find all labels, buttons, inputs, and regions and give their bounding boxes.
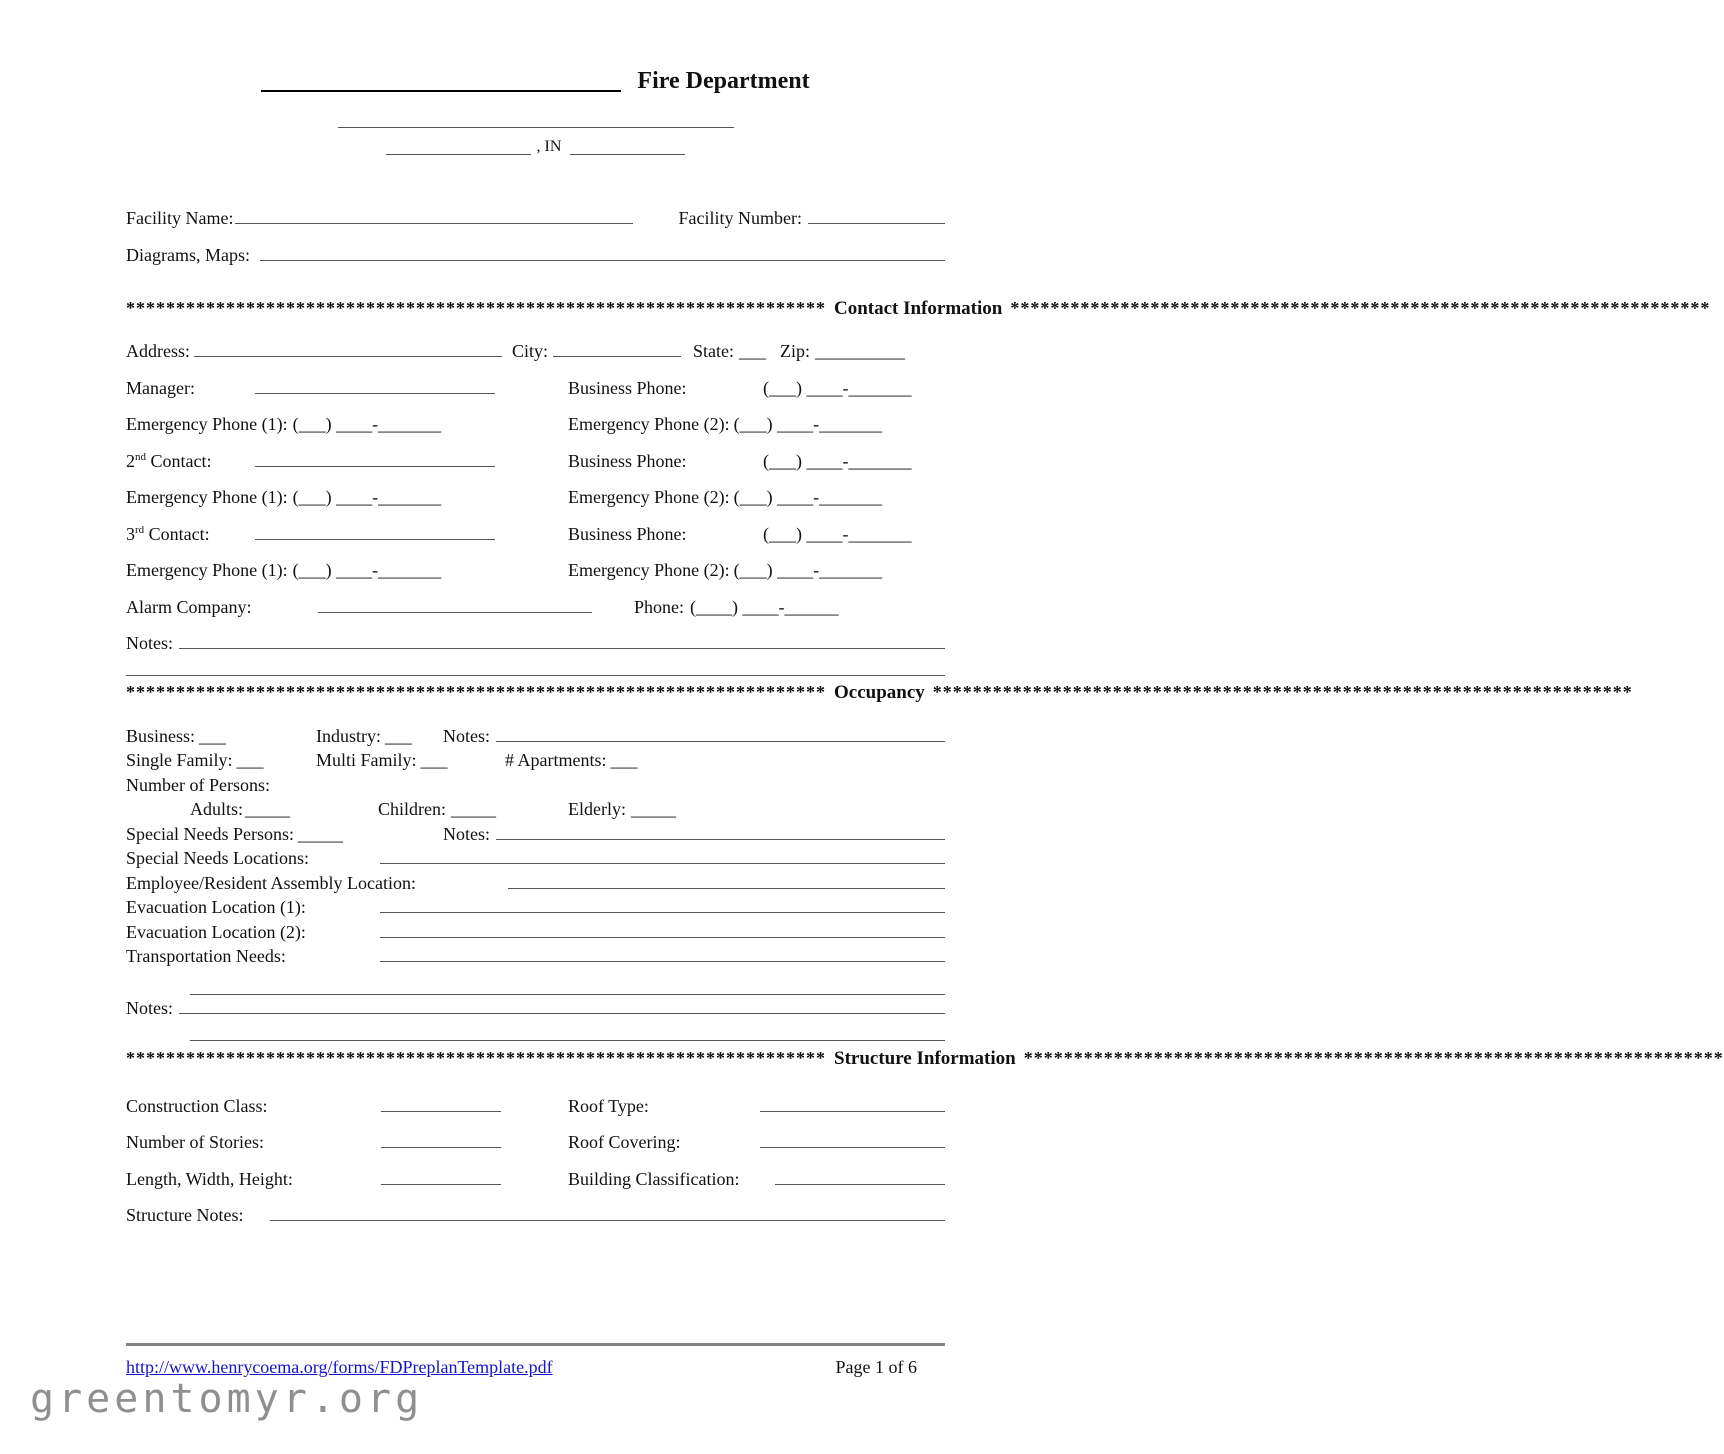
address-blank xyxy=(194,343,502,357)
emergency-phone-row-1 xyxy=(126,406,945,443)
alarm-company-blank xyxy=(318,599,592,613)
assembly-location-row xyxy=(126,871,945,896)
emergency-phone-row-3 xyxy=(126,552,945,589)
emergency-phone-1-blank: (___) ____-_______ xyxy=(292,560,442,580)
children-label: Children: xyxy=(378,799,446,819)
stars-left: ********************************************************************** xyxy=(126,298,826,318)
occupancy-notes-blank xyxy=(496,728,945,742)
business-industry-row xyxy=(126,724,945,749)
evacuation-location-1-row xyxy=(126,895,945,920)
special-needs-notes-label: Notes: xyxy=(443,823,490,844)
number-of-persons-label: Number of Persons: xyxy=(126,774,270,795)
stories-covering-row xyxy=(126,1124,945,1161)
occupancy-notes-line-below xyxy=(190,1040,945,1041)
construction-roof-row xyxy=(126,1088,945,1125)
business-label: Business: xyxy=(126,725,196,746)
facility-name-label: Facility Name: xyxy=(126,208,234,228)
industry-blank: ___ xyxy=(385,725,412,746)
city-label: City: xyxy=(512,341,549,361)
adults-blank: _____ xyxy=(245,799,291,819)
occupancy-notes-label: Notes: xyxy=(443,725,490,746)
city-name-blank xyxy=(386,141,531,155)
occupancy-notes2-blank xyxy=(179,1000,945,1014)
emergency-phone-1-label: Emergency Phone (1): xyxy=(126,414,288,434)
facility-number-label: Facility Number: xyxy=(678,208,802,228)
third-contact-blank xyxy=(255,526,495,540)
occupancy-section-header xyxy=(126,678,1633,707)
family-row xyxy=(126,748,945,773)
apartments-blank: ___ xyxy=(610,750,638,770)
emergency-phone-2-label: Emergency Phone (2): xyxy=(568,560,730,580)
number-of-stories-blank xyxy=(381,1134,501,1148)
second-contact-blank xyxy=(255,453,495,467)
evacuation-location-2-label: Evacuation Location (2): xyxy=(126,921,306,942)
emergency-phone-1-label: Emergency Phone (1): xyxy=(126,487,288,507)
elderly-label: Elderly: xyxy=(568,799,626,819)
facility-name-row xyxy=(126,200,945,237)
contact-notes-blank xyxy=(179,635,945,649)
structure-section-header xyxy=(126,1044,1724,1073)
page-number: Page 1 of 6 xyxy=(835,1357,917,1377)
structure-notes-blank xyxy=(270,1207,945,1221)
evacuation-location-1-blank xyxy=(380,899,945,913)
emergency-phone-row-2 xyxy=(126,479,945,516)
contact-notes-blank-2 xyxy=(126,662,945,676)
emergency-phone-1-blank: (___) ____-_______ xyxy=(292,414,442,434)
apartments-label: # Apartments: xyxy=(505,750,607,770)
elderly-blank: _____ xyxy=(630,799,676,819)
facility-number-blank xyxy=(808,210,945,224)
persons-detail-row xyxy=(126,797,945,822)
second-contact-label: 2nd Contact: xyxy=(126,450,212,471)
special-needs-locations-row xyxy=(126,846,945,871)
stars-left: ********************************************************************** xyxy=(126,1047,826,1068)
alarm-company-row xyxy=(126,589,945,626)
facility-name-blank xyxy=(235,210,633,224)
special-needs-locations-label: Special Needs Locations: xyxy=(126,848,309,868)
construction-class-blank xyxy=(381,1098,501,1112)
business-phone-blank: (___) ____-_______ xyxy=(763,450,912,471)
address-row xyxy=(126,333,945,370)
business-phone-blank: (___) ____-_______ xyxy=(763,377,912,398)
adults-label: Adults: xyxy=(190,799,244,819)
manager-row xyxy=(126,370,945,407)
business-phone-label: Business Phone: xyxy=(568,450,687,471)
stars-right: ********************************************************************** xyxy=(1023,1047,1724,1068)
state-label: State: xyxy=(693,341,735,361)
emergency-phone-1-label: Emergency Phone (1): xyxy=(126,560,288,580)
second-contact-ordinal: nd xyxy=(135,450,146,463)
emergency-phone-2-blank: (___) ____-_______ xyxy=(733,414,883,434)
contact-notes-row xyxy=(126,625,945,662)
children-blank: _____ xyxy=(451,799,496,819)
evacuation-location-1-label: Evacuation Location (1): xyxy=(126,897,306,917)
structure-notes-row xyxy=(126,1197,945,1234)
occupancy-section-title: Occupancy xyxy=(834,681,925,703)
alarm-company-label: Alarm Company: xyxy=(126,596,252,617)
single-family-blank: ___ xyxy=(236,750,264,770)
zip-label: Zip: xyxy=(780,341,811,361)
transportation-needs-row xyxy=(126,944,945,969)
address-label: Address: xyxy=(126,341,190,361)
alarm-phone-label: Phone: xyxy=(634,596,685,617)
business-phone-label: Business Phone: xyxy=(568,377,687,398)
manager-label: Manager: xyxy=(126,377,195,398)
department-name-blank xyxy=(261,77,621,92)
occupancy-notes-row xyxy=(126,995,945,1021)
dimensions-label: Length, Width, Height: xyxy=(126,1168,293,1189)
structure-notes-label: Structure Notes: xyxy=(126,1205,244,1225)
special-needs-notes-blank xyxy=(496,826,945,840)
zip-area-blank xyxy=(570,141,685,155)
document-page xyxy=(0,66,1724,1454)
construction-class-label: Construction Class: xyxy=(126,1095,268,1116)
evacuation-location-2-blank xyxy=(380,924,945,938)
watermark: greentomyr.org xyxy=(30,1376,424,1422)
emergency-phone-2-label: Emergency Phone (2): xyxy=(568,487,730,507)
assembly-location-blank xyxy=(508,875,945,889)
stars-left: ********************************************************************** xyxy=(126,681,826,702)
multi-family-blank: ___ xyxy=(420,750,448,770)
roof-type-blank xyxy=(760,1098,945,1112)
manager-blank xyxy=(255,380,495,394)
roof-type-label: Roof Type: xyxy=(568,1095,649,1116)
stars-right: ********************************************************************** xyxy=(932,681,1633,702)
third-contact-row xyxy=(126,516,945,553)
source-link[interactable]: http://www.henrycoema.org/forms/FDPreplanTemplate.pdf xyxy=(126,1357,553,1377)
assembly-location-label: Employee/Resident Assembly Location: xyxy=(126,872,416,893)
special-needs-locations-blank xyxy=(380,850,945,864)
state-blank: ___ xyxy=(739,341,767,361)
zip-blank: __________ xyxy=(815,341,906,361)
business-phone-blank: (___) ____-_______ xyxy=(763,523,912,544)
diagrams-row xyxy=(126,237,945,274)
city-blank xyxy=(553,343,681,357)
dimensions-classification-row xyxy=(126,1161,945,1198)
special-needs-persons-row xyxy=(126,822,945,847)
emergency-phone-2-blank: (___) ____-_______ xyxy=(733,487,883,507)
roof-covering-blank xyxy=(760,1134,945,1148)
dimensions-blank xyxy=(381,1171,501,1185)
page-title: Fire Department xyxy=(637,68,810,94)
state-suffix-label: , IN xyxy=(536,138,562,155)
header-blank-line xyxy=(338,127,734,128)
special-needs-persons-blank: _____ xyxy=(297,823,343,844)
building-classification-label: Building Classification: xyxy=(568,1168,740,1189)
notes-label: Notes: xyxy=(126,633,173,653)
industry-label: Industry: xyxy=(316,725,381,746)
form-content xyxy=(126,66,1724,1234)
emergency-phone-1-blank: (___) ____-_______ xyxy=(292,487,442,507)
single-family-label: Single Family: xyxy=(126,750,233,770)
occupancy-notes2-label: Notes: xyxy=(126,997,173,1018)
business-phone-label: Business Phone: xyxy=(568,523,687,544)
special-needs-persons-label: Special Needs Persons: xyxy=(126,823,294,844)
third-contact-label: 3rd Contact: xyxy=(126,523,210,544)
building-classification-blank xyxy=(775,1171,945,1185)
business-blank: ___ xyxy=(199,725,227,746)
roof-covering-label: Roof Covering: xyxy=(568,1132,681,1152)
contact-notes-extra-line xyxy=(126,662,945,672)
contact-section-title: Contact Information xyxy=(834,298,1003,319)
transportation-needs-blank xyxy=(380,948,945,962)
diagrams-maps-blank xyxy=(260,247,945,261)
number-of-persons-row xyxy=(126,773,945,798)
stars-right: ********************************************************************** xyxy=(1010,298,1711,318)
header-location-row xyxy=(126,134,945,160)
structure-section-title: Structure Information xyxy=(834,1047,1016,1069)
emergency-phone-2-label: Emergency Phone (2): xyxy=(568,414,730,434)
third-contact-ordinal: rd xyxy=(135,523,145,536)
number-of-stories-label: Number of Stories: xyxy=(126,1132,264,1152)
alarm-phone-blank: (____) ____-______ xyxy=(690,596,839,617)
footer-divider xyxy=(126,1343,945,1346)
emergency-phone-2-blank: (___) ____-_______ xyxy=(733,560,883,580)
diagrams-maps-label: Diagrams, Maps: xyxy=(126,245,250,265)
evacuation-location-2-row xyxy=(126,920,945,945)
multi-family-label: Multi Family: xyxy=(316,750,417,770)
transportation-needs-label: Transportation Needs: xyxy=(126,946,286,966)
header-title-row xyxy=(126,66,945,96)
contact-section-header xyxy=(126,294,1711,323)
second-contact-row xyxy=(126,443,945,480)
